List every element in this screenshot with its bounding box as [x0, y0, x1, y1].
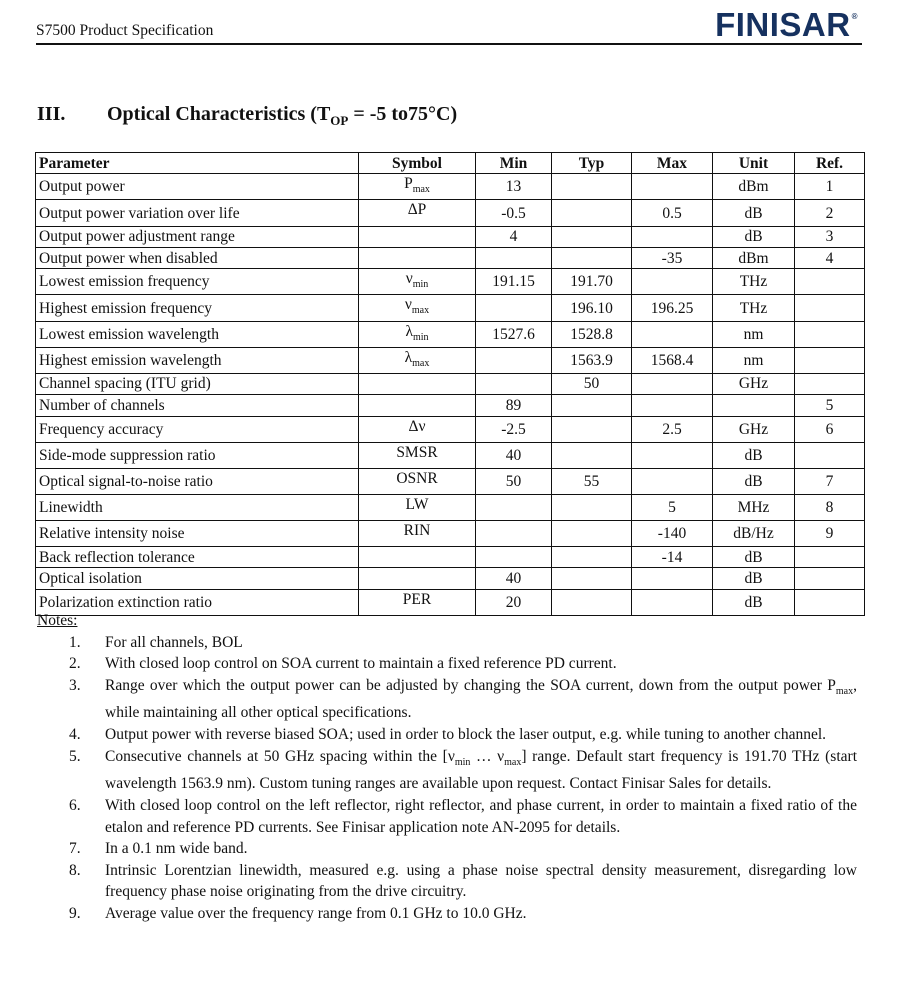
optical-characteristics-table	[35, 152, 865, 616]
logo-trademark: ®	[851, 12, 858, 21]
cell-typ	[552, 494, 632, 520]
page-header	[36, 0, 862, 46]
cell-typ: 55	[552, 468, 632, 494]
cell-max: -14	[632, 546, 713, 567]
table-row	[36, 247, 865, 268]
note-text: Intrinsic Lorentzian linewidth, measured e.g. using a phase noise spectral density measurement, disregarding low frequency phase noise originating from the drive circuitry.	[105, 861, 857, 901]
cell-unit: dB	[713, 589, 795, 615]
cell-max: 196.25	[632, 295, 713, 321]
cell-max	[632, 442, 713, 468]
table-row	[36, 295, 865, 321]
symbol-text: λ	[405, 322, 413, 340]
note-item	[37, 724, 857, 746]
cell-max: 1568.4	[632, 347, 713, 373]
cell-max: 2.5	[632, 416, 713, 442]
cell-param: Back reflection tolerance	[36, 546, 359, 567]
note-text: , while maintaining all other optical specifications.	[105, 676, 857, 722]
note-text: With closed loop control on the left reflector, right reflector, and phase current, in order to maintain a fixed ratio of the etalon and reference PD currents. See Finisar application note AN-2095 for details.	[105, 796, 857, 836]
cell-unit	[713, 395, 795, 416]
cell-ref: 8	[795, 494, 865, 520]
cell-ref	[795, 546, 865, 567]
cell-ref: 9	[795, 520, 865, 546]
cell-min: 1527.6	[476, 321, 552, 347]
symbol-text: Δν	[408, 417, 426, 435]
cell-unit: THz	[713, 295, 795, 321]
cell-typ	[552, 568, 632, 589]
symbol-text: RIN	[403, 521, 431, 539]
cell-unit: nm	[713, 347, 795, 373]
cell-max	[632, 269, 713, 295]
cell-min: 4	[476, 226, 552, 247]
note-item	[37, 838, 857, 860]
cell-symbol	[359, 269, 476, 295]
cell-typ	[552, 247, 632, 268]
cell-symbol	[359, 468, 476, 494]
cell-symbol	[359, 174, 476, 200]
table-row	[36, 174, 865, 200]
cell-symbol	[359, 295, 476, 321]
note-number: 2.	[69, 655, 81, 673]
cell-symbol	[359, 200, 476, 226]
cell-ref: 2	[795, 200, 865, 226]
note-number: 4.	[69, 726, 81, 744]
note-subscript: max	[835, 685, 854, 697]
column-header: Ref.	[795, 153, 865, 174]
note-text: Average value over the frequency range from 0.1 GHz to 10.0 GHz.	[105, 904, 527, 922]
cell-max	[632, 468, 713, 494]
notes-title: Notes:	[37, 612, 78, 629]
table-row	[36, 321, 865, 347]
note-number: 1.	[69, 633, 81, 651]
cell-min	[476, 373, 552, 394]
note-subscript: min	[454, 756, 471, 768]
note-text: Consecutive channels at 50 GHz spacing within the [ν	[105, 747, 455, 765]
note-text: Range over which the output power can be adjusted by changing the SOA current, down from the output power P	[105, 676, 836, 694]
cell-param: Highest emission wavelength	[36, 347, 359, 373]
symbol-text: λ	[404, 348, 413, 366]
cell-ref	[795, 442, 865, 468]
cell-param: Output power adjustment range	[36, 226, 359, 247]
table-row	[36, 416, 865, 442]
symbol-subscript: min	[412, 279, 429, 291]
table-row	[36, 200, 865, 226]
cell-max	[632, 226, 713, 247]
note-text: Output power with reverse biased SOA; used in order to block the laser output, e.g. while tuning to another channel.	[105, 726, 827, 744]
cell-ref: 5	[795, 395, 865, 416]
section-title-prefix: Optical Characteristics (T	[107, 103, 331, 125]
cell-ref: 6	[795, 416, 865, 442]
column-header: Typ	[552, 153, 632, 174]
cell-param: Relative intensity noise	[36, 520, 359, 546]
column-header: Unit	[713, 153, 795, 174]
cell-symbol	[359, 347, 476, 373]
note-item	[37, 903, 857, 925]
table-row	[36, 226, 865, 247]
cell-unit: dB	[713, 546, 795, 567]
cell-param: Optical signal-to-noise ratio	[36, 468, 359, 494]
note-item	[37, 746, 857, 795]
cell-min	[476, 295, 552, 321]
cell-typ	[552, 520, 632, 546]
cell-ref	[795, 347, 865, 373]
cell-typ: 191.70	[552, 269, 632, 295]
cell-unit: dB	[713, 568, 795, 589]
cell-min: 13	[476, 174, 552, 200]
cell-unit: dB/Hz	[713, 520, 795, 546]
section-title	[37, 103, 457, 129]
table-row	[36, 442, 865, 468]
note-text: With closed loop control on SOA current to maintain a fixed reference PD current.	[105, 655, 617, 673]
table-row	[36, 269, 865, 295]
cell-max	[632, 174, 713, 200]
cell-min: -0.5	[476, 200, 552, 226]
table-row	[36, 520, 865, 546]
cell-max	[632, 373, 713, 394]
cell-param: Highest emission frequency	[36, 295, 359, 321]
document-title: S7500 Product Specification	[36, 22, 214, 39]
notes-list	[37, 632, 857, 925]
cell-ref	[795, 295, 865, 321]
cell-min: 40	[476, 442, 552, 468]
cell-param: Lowest emission wavelength	[36, 321, 359, 347]
cell-max	[632, 568, 713, 589]
symbol-subscript: min	[412, 331, 429, 343]
cell-symbol	[359, 494, 476, 520]
cell-max: 0.5	[632, 200, 713, 226]
cell-min: 191.15	[476, 269, 552, 295]
table-row	[36, 468, 865, 494]
cell-min: 20	[476, 589, 552, 615]
table-row	[36, 395, 865, 416]
cell-min: 40	[476, 568, 552, 589]
cell-max	[632, 395, 713, 416]
cell-typ	[552, 546, 632, 567]
table-row	[36, 568, 865, 589]
cell-param: Lowest emission frequency	[36, 269, 359, 295]
cell-typ: 1563.9	[552, 347, 632, 373]
note-text: ] range. Default start frequency is 191.70 THz (start wavelength 1563.9 nm). Custom tuning ranges are available upon request. Contact Finisar Sales for details.	[105, 747, 857, 793]
cell-unit: dB	[713, 442, 795, 468]
cell-param: Polarization extinction ratio	[36, 589, 359, 615]
cell-symbol	[359, 395, 476, 416]
notes-section	[37, 610, 857, 925]
note-item	[37, 860, 857, 903]
cell-min	[476, 347, 552, 373]
cell-ref: 4	[795, 247, 865, 268]
note-number: 7.	[69, 840, 81, 858]
note-number: 6.	[69, 796, 81, 814]
cell-param: Channel spacing (ITU grid)	[36, 373, 359, 394]
column-header: Symbol	[359, 153, 476, 174]
cell-symbol	[359, 321, 476, 347]
cell-min: -2.5	[476, 416, 552, 442]
cell-typ	[552, 200, 632, 226]
cell-symbol	[359, 416, 476, 442]
cell-symbol	[359, 373, 476, 394]
cell-min: 50	[476, 468, 552, 494]
section-number: III.	[37, 103, 66, 125]
symbol-text: SMSR	[396, 443, 438, 461]
note-text: In a 0.1 nm wide band.	[105, 840, 248, 858]
cell-typ: 50	[552, 373, 632, 394]
cell-symbol	[359, 442, 476, 468]
note-item	[37, 675, 857, 724]
cell-param: Optical isolation	[36, 568, 359, 589]
cell-ref: 7	[795, 468, 865, 494]
cell-min	[476, 546, 552, 567]
cell-symbol	[359, 568, 476, 589]
cell-typ: 1528.8	[552, 321, 632, 347]
cell-min: 89	[476, 395, 552, 416]
cell-ref: 3	[795, 226, 865, 247]
cell-typ	[552, 226, 632, 247]
logo-text: FINISAR	[715, 6, 851, 43]
cell-min	[476, 494, 552, 520]
symbol-subscript: max	[412, 184, 430, 196]
cell-unit: nm	[713, 321, 795, 347]
cell-max	[632, 321, 713, 347]
note-number: 3.	[69, 676, 81, 694]
column-header: Max	[632, 153, 713, 174]
cell-ref: 1	[795, 174, 865, 200]
cell-unit: dB	[713, 468, 795, 494]
symbol-text: P	[404, 175, 413, 193]
cell-symbol	[359, 247, 476, 268]
cell-unit: GHz	[713, 373, 795, 394]
cell-typ	[552, 442, 632, 468]
finisar-logo	[715, 6, 858, 44]
note-item	[37, 653, 857, 675]
cell-typ	[552, 395, 632, 416]
header-rule	[36, 43, 862, 45]
note-subscript: max	[504, 756, 522, 768]
cell-max: -35	[632, 247, 713, 268]
cell-symbol	[359, 520, 476, 546]
section-title-sub: OP	[330, 113, 349, 128]
cell-unit: dBm	[713, 247, 795, 268]
cell-ref	[795, 269, 865, 295]
cell-min	[476, 520, 552, 546]
cell-symbol	[359, 226, 476, 247]
note-number: 9.	[69, 904, 81, 922]
cell-unit: dBm	[713, 174, 795, 200]
cell-ref	[795, 373, 865, 394]
symbol-text: ν	[405, 270, 413, 288]
column-header: Parameter	[36, 153, 359, 174]
cell-typ	[552, 416, 632, 442]
note-text: … ν	[470, 747, 505, 765]
cell-unit: dB	[713, 200, 795, 226]
note-item	[37, 795, 857, 838]
cell-min	[476, 247, 552, 268]
cell-param: Output power	[36, 174, 359, 200]
symbol-text: ν	[404, 296, 412, 314]
cell-typ: 196.10	[552, 295, 632, 321]
symbol-subscript: max	[412, 357, 430, 369]
cell-param: Frequency accuracy	[36, 416, 359, 442]
cell-unit: dB	[713, 226, 795, 247]
cell-param: Number of channels	[36, 395, 359, 416]
note-number: 5.	[69, 747, 81, 765]
cell-unit: THz	[713, 269, 795, 295]
note-item	[37, 632, 857, 654]
cell-typ	[552, 174, 632, 200]
table-row	[36, 347, 865, 373]
cell-param: Linewidth	[36, 494, 359, 520]
note-text: For all channels, BOL	[105, 633, 243, 651]
cell-unit: MHz	[713, 494, 795, 520]
cell-param: Output power when disabled	[36, 247, 359, 268]
symbol-text: OSNR	[396, 469, 438, 487]
cell-param: Output power variation over life	[36, 200, 359, 226]
column-header: Min	[476, 153, 552, 174]
note-number: 8.	[69, 861, 81, 879]
section-title-suffix: = -5 to75°C)	[348, 103, 458, 125]
table-row	[36, 494, 865, 520]
cell-max: 5	[632, 494, 713, 520]
cell-param: Side-mode suppression ratio	[36, 442, 359, 468]
table-row	[36, 373, 865, 394]
cell-ref	[795, 321, 865, 347]
symbol-text: PER	[402, 590, 432, 608]
cell-ref	[795, 568, 865, 589]
symbol-text: ΔP	[407, 201, 427, 219]
cell-unit: GHz	[713, 416, 795, 442]
cell-max: -140	[632, 520, 713, 546]
symbol-subscript: max	[411, 305, 430, 317]
table-row	[36, 546, 865, 567]
symbol-text: LW	[405, 495, 429, 513]
table-header-row	[36, 153, 865, 174]
cell-symbol	[359, 546, 476, 567]
